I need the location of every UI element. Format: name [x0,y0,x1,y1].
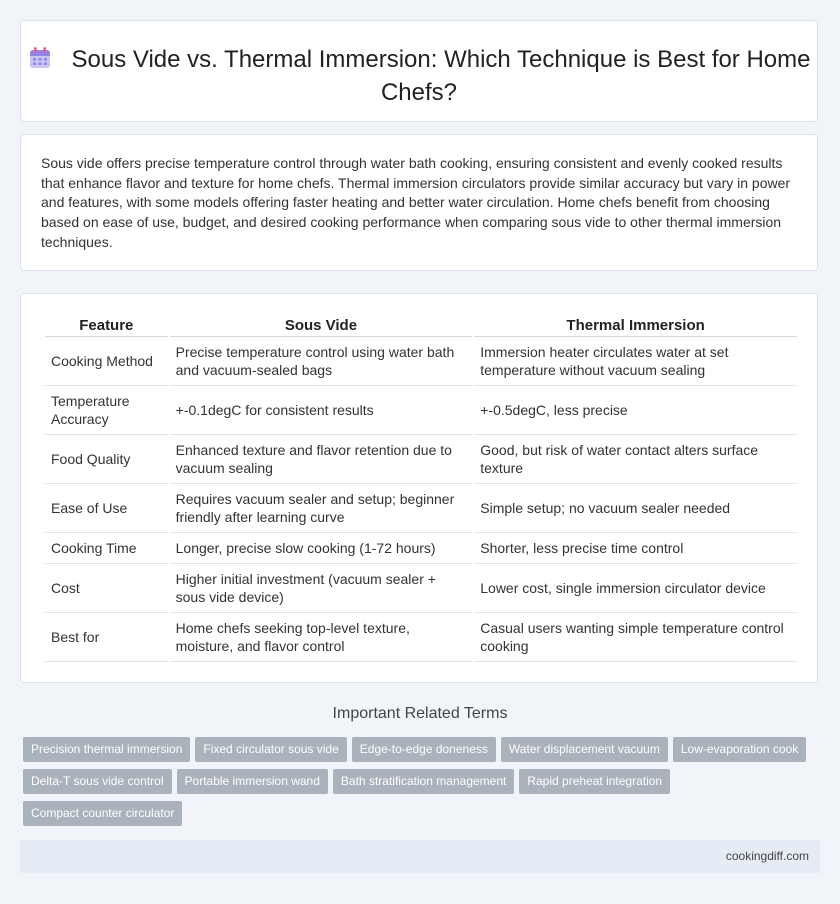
related-term-tag[interactable]: Water displacement vacuum [501,737,668,762]
page-title-wrap [21,45,817,108]
table-row [45,386,797,435]
table-row [45,564,797,613]
feature-cell: Best for [45,613,168,662]
related-term-tag[interactable]: Edge-to-edge doneness [352,737,496,762]
feature-cell: Food Quality [45,435,168,484]
intro-card [20,134,818,271]
page-title: Sous Vide vs. Thermal Immersion: Which Technique is Best for Home Chefs? [71,46,811,106]
table-header-row [45,316,797,337]
feature-cell: Temperature Accuracy [45,386,168,435]
feature-cell: Cooking Method [45,337,168,386]
sous-vide-cell: Higher initial investment (vacuum sealer + sous vide device) [170,564,473,613]
column-header: Sous Vide [170,316,473,337]
comparison-table [43,316,799,662]
feature-cell: Ease of Use [45,484,168,533]
sous-vide-cell: Precise temperature control using water bath and vacuum-sealed bags [170,337,473,386]
footer [20,840,820,873]
sous-vide-cell: Enhanced texture and flavor retention due to vacuum sealing [170,435,473,484]
thermal-immersion-cell: Lower cost, single immersion circulator device [474,564,797,613]
footer-site-link[interactable]: cookingdiff.com [725,849,809,863]
thermal-immersion-cell: Good, but risk of water contact alters surface texture [474,435,797,484]
sous-vide-cell: Longer, precise slow cooking (1-72 hours) [170,533,473,564]
thermal-immersion-cell: Casual users wanting simple temperature control cooking [474,613,797,662]
related-term-tag[interactable]: Precision thermal immersion [23,737,190,762]
feature-cell: Cooking Time [45,533,168,564]
related-term-tag[interactable]: Delta-T sous vide control [23,769,172,794]
header-card [20,20,818,122]
related-term-tag[interactable]: Portable immersion wand [177,769,328,794]
related-term-tag[interactable]: Compact counter circulator [23,801,182,826]
table-row [45,613,797,662]
thermal-immersion-cell: Immersion heater circulates water at set temperature without vacuum sealing [474,337,797,386]
related-term-tag[interactable]: Fixed circulator sous vide [195,737,346,762]
related-terms-heading: Important Related Terms [332,705,508,722]
feature-cell: Cost [45,564,168,613]
sous-vide-cell: Requires vacuum sealer and setup; beginner friendly after learning curve [170,484,473,533]
related-term-tag[interactable]: Bath stratification management [333,769,514,794]
column-header: Feature [45,316,168,337]
calendar-icon [28,46,52,78]
table-row [45,435,797,484]
related-terms-list [23,737,823,833]
related-term-tag[interactable]: Rapid preheat integration [519,769,670,794]
related-term-tag[interactable]: Low-evaporation cook [673,737,806,762]
thermal-immersion-cell: +-0.5degC, less precise [474,386,797,435]
comparison-table-card [20,293,818,683]
sous-vide-cell: Home chefs seeking top-level texture, moisture, and flavor control [170,613,473,662]
column-header: Thermal Immersion [474,316,797,337]
sous-vide-cell: +-0.1degC for consistent results [170,386,473,435]
intro-paragraph: Sous vide offers precise temperature control through water bath cooking, ensuring consistent and evenly cooked results that enhance flavor and texture for home chefs. Thermal immersion circulators provide similar accuracy but vary in power and features, with some models offering faster heating and better water circulation. Home chefs benefit from choosing based on ease of use, budget, and desired cooking performance when comparing sous vide to other thermal immersion techniques. [41,155,791,250]
table-row [45,484,797,533]
thermal-immersion-cell: Simple setup; no vacuum sealer needed [474,484,797,533]
thermal-immersion-cell: Shorter, less precise time control [474,533,797,564]
table-row [45,533,797,564]
table-row [45,337,797,386]
